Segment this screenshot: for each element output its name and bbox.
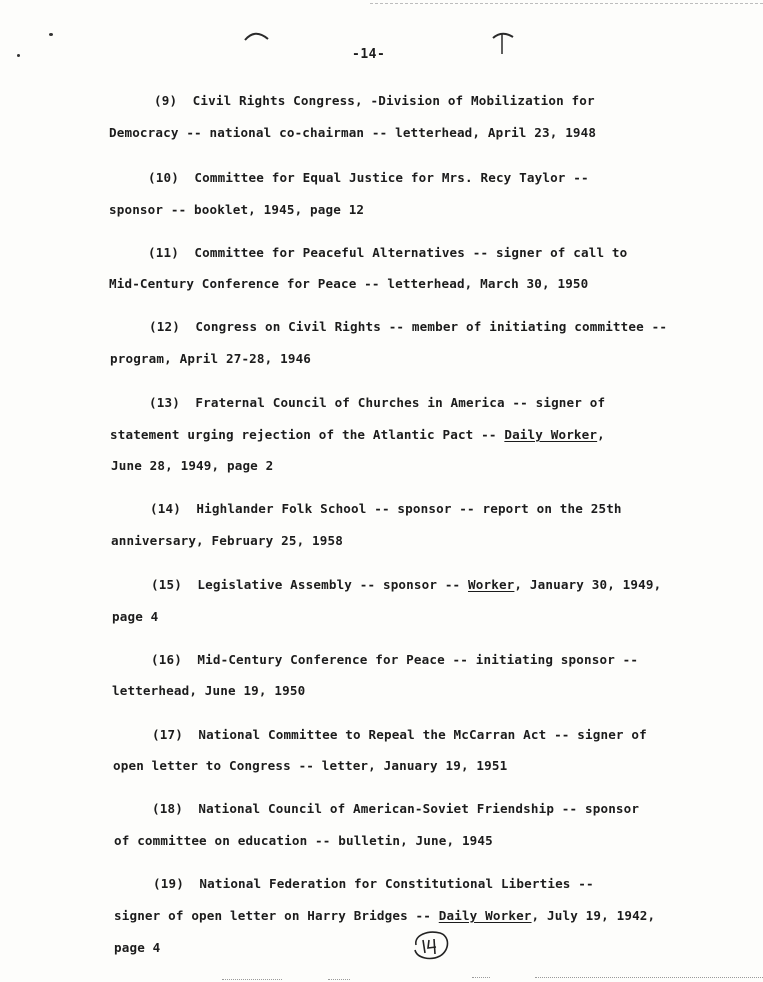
entry-15-line-1-text: (15) Legislative Assembly -- sponsor -- <box>151 577 469 592</box>
bottom-scan-artifact <box>328 979 350 980</box>
entry-15-line-1-tail: , January 30, 1949, <box>514 577 662 592</box>
entry-13-line-2-punct: , <box>597 427 605 442</box>
handwritten-folio-number <box>410 928 452 962</box>
entry-13-line-3: June 28, 1949, page 2 <box>111 458 274 473</box>
entry-9-line-1: (9) Civil Rights Congress, -Division of Mobilization for <box>154 93 595 108</box>
entry-11-line-2: Mid-Century Conference for Peace -- letterhead, March 30, 1950 <box>109 276 589 291</box>
entry-15-line-1 <box>151 577 661 592</box>
entry-19-line-1: (19) National Federation for Constitutional Liberties -- <box>153 876 594 891</box>
publication-daily-worker: Daily Worker <box>504 427 598 442</box>
entry-16-line-2: letterhead, June 19, 1950 <box>112 683 306 698</box>
scan-speck <box>49 33 53 36</box>
punch-hole-mark-right <box>490 30 516 56</box>
entry-13-line-2 <box>110 427 605 442</box>
entry-13-line-2-text: statement urging rejection of the Atlantic Pact -- <box>110 427 505 442</box>
scan-speck <box>17 54 20 57</box>
entry-19-line-2-tail: , July 19, 1942, <box>531 908 656 923</box>
entry-15-line-2: page 4 <box>112 609 159 624</box>
entry-14-line-1: (14) Highlander Folk School -- sponsor -- report on the 25th <box>150 501 622 516</box>
bottom-scan-artifact <box>222 979 282 980</box>
entry-19-line-3: page 4 <box>114 940 161 955</box>
entry-10-line-2: sponsor -- booklet, 1945, page 12 <box>109 202 365 217</box>
entry-12-line-2: program, April 27-28, 1946 <box>110 351 312 366</box>
bottom-scan-artifact <box>535 977 763 978</box>
entry-19-line-2-text: signer of open letter on Harry Bridges -- <box>114 908 439 923</box>
bottom-scan-artifact <box>472 977 490 978</box>
entry-17-line-1: (17) National Committee to Repeal the McCarran Act -- signer of <box>152 727 647 742</box>
publication-worker: Worker <box>468 577 515 592</box>
page-number: -14- <box>352 47 386 62</box>
entry-14-line-2: anniversary, February 25, 1958 <box>111 533 343 548</box>
publication-daily-worker: Daily Worker <box>438 908 532 923</box>
entry-17-line-2: open letter to Congress -- letter, January 19, 1951 <box>113 758 508 773</box>
entry-13-line-1: (13) Fraternal Council of Churches in America -- signer of <box>149 395 606 410</box>
top-edge-dots <box>370 3 763 4</box>
entry-16-line-1: (16) Mid-Century Conference for Peace -- initiating sponsor -- <box>151 652 639 667</box>
entry-18-line-1: (18) National Council of American-Soviet Friendship -- sponsor <box>152 801 640 816</box>
entry-10-line-1: (10) Committee for Equal Justice for Mrs. Recy Taylor -- <box>148 170 589 185</box>
punch-hole-mark-left <box>242 28 272 44</box>
entry-19-line-2 <box>114 908 655 923</box>
entry-11-line-1: (11) Committee for Peaceful Alternatives -- signer of call to <box>148 245 628 260</box>
entry-18-line-2: of committee on education -- bulletin, June, 1945 <box>114 833 493 848</box>
entry-12-line-1: (12) Congress on Civil Rights -- member of initiating committee -- <box>149 319 668 334</box>
entry-9-line-2: Democracy -- national co-chairman -- letterhead, April 23, 1948 <box>109 125 597 140</box>
